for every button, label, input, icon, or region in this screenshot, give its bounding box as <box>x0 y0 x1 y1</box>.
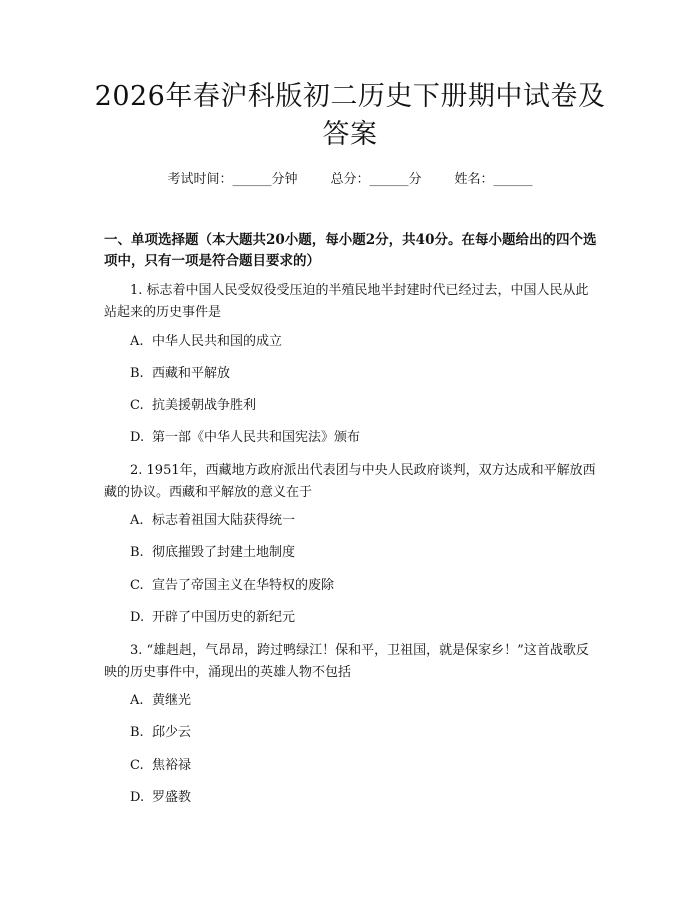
exam-meta-line: 考试时间：______分钟 总分：______分 姓名：______ <box>167 172 533 187</box>
option-text: 标志着祖国大陆获得统一 <box>152 513 296 528</box>
option-letter: C. <box>130 758 144 773</box>
question-stem: 3. “雄赳赳，气昂昂，跨过鸭绿江！保和平，卫祖国，就是保家乡！”这首战歌反映的历史事件中，涌现出的英雄人物不包括 <box>104 643 589 680</box>
question-option <box>130 544 295 562</box>
question-option <box>130 577 334 595</box>
option-letter: A. <box>130 334 144 349</box>
option-letter: C. <box>130 398 144 413</box>
question-option <box>130 692 191 710</box>
option-text: 抗美援朝战争胜利 <box>152 398 257 413</box>
question-option <box>130 757 191 775</box>
option-text: 邱少云 <box>152 725 192 740</box>
question-option <box>130 333 282 351</box>
option-text: 宣告了帝国主义在华特权的废除 <box>152 578 335 593</box>
question-option <box>130 609 295 627</box>
option-letter: D. <box>130 790 145 805</box>
question-option <box>130 789 191 807</box>
question-option <box>130 724 191 742</box>
question-stem: 2. 1951年，西藏地方政府派出代表团与中央人民政府谈判，双方达成和平解放西藏的协议。西藏和平解放的意义在于 <box>104 463 596 500</box>
option-text: 第一部《中华人民共和国宪法》颁布 <box>152 430 361 445</box>
option-text: 彻底摧毁了封建土地制度 <box>152 545 296 560</box>
option-letter: B. <box>130 545 144 560</box>
question-option <box>130 365 230 383</box>
option-text: 黄继光 <box>152 693 192 708</box>
option-text: 西藏和平解放 <box>152 366 231 381</box>
option-letter: D. <box>130 610 145 625</box>
question-stem: 1. 标志着中国人民受奴役受压迫的半殖民地半封建时代已经过去，中国人民从此站起来的历史事件是 <box>104 283 589 320</box>
option-text: 罗盛教 <box>152 790 192 805</box>
option-text: 中华人民共和国的成立 <box>152 334 283 349</box>
page-title: 2026年春沪科版初二历史下册期中试卷及答案 <box>94 81 606 150</box>
question-option <box>130 429 360 447</box>
section-heading: 一、单项选择题（本大题共20小题，每小题2分，共40分。在每小题给出的四个选项中，只有一项是符合题目要求的） <box>104 232 597 269</box>
option-letter: D. <box>130 430 145 445</box>
option-letter: B. <box>130 725 144 740</box>
question-option <box>130 512 295 530</box>
option-letter: A. <box>130 693 144 708</box>
option-letter: C. <box>130 578 144 593</box>
option-letter: B. <box>130 366 144 381</box>
option-letter: A. <box>130 513 144 528</box>
option-text: 开辟了中国历史的新纪元 <box>152 610 296 625</box>
option-text: 焦裕禄 <box>152 758 192 773</box>
question-option <box>130 397 256 415</box>
